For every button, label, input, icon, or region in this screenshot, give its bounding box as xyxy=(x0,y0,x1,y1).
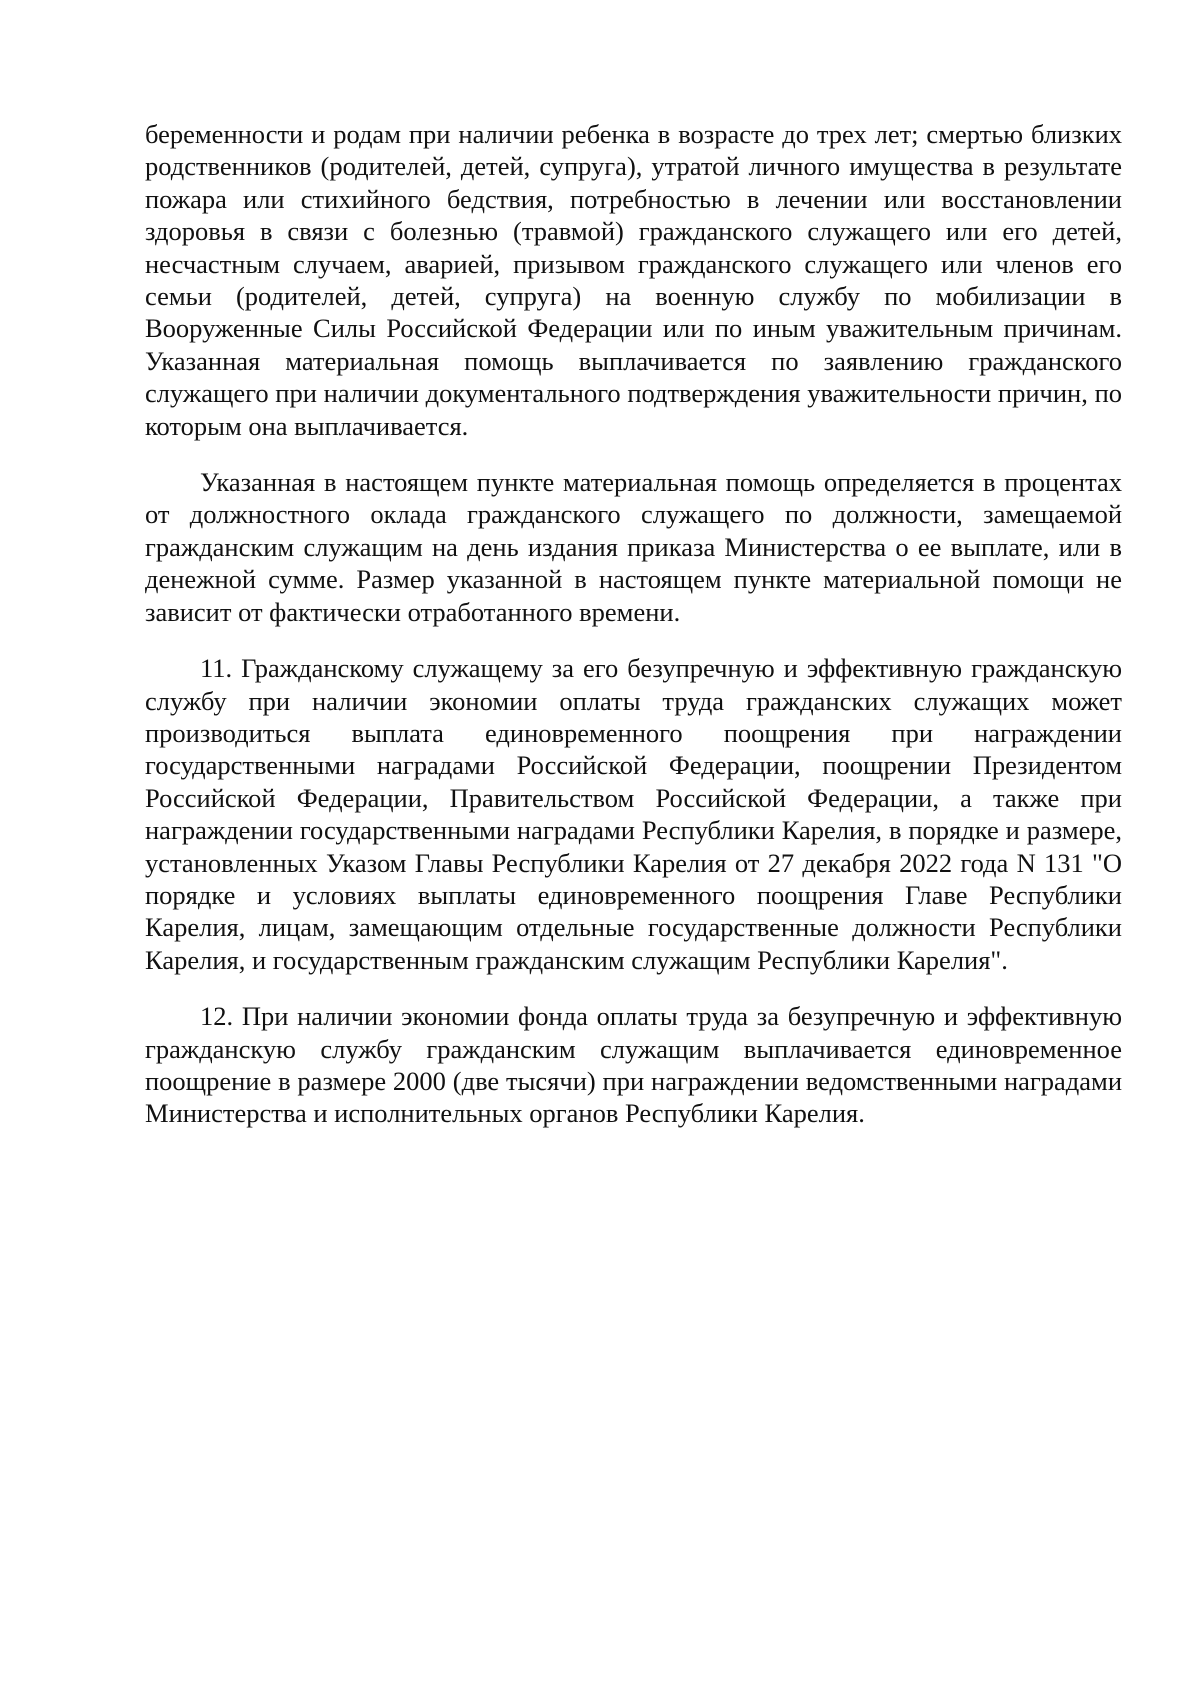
paragraph-item-12: 12. При наличии экономии фонда оплаты труда за безупречную и эффективную гражданскую службу гражданским служащим выплачивается единовременное поощрение в размере 2000 (две тысячи) при награждении ведомственными наградами Министерства и исполнительных органов Республики Карелия. xyxy=(145,1001,1122,1129)
paragraph-continuation: беременности и родам при наличии ребенка в возрасте до трех лет; смертью близких родственников (родителей, детей, супруга), утратой личного имущества в результате пожара или стихийного бедствия, потребностью в лечении или восстановлении здоровья в связи с болезнью (травмой) гражданского служащего или его детей, несчастным случаем, аварией, призывом гражданского служащего или членов его семьи (родителей, детей, супруга) на военную службу по мобилизации в Вооруженные Силы Российской Федерации или по иным уважительным причинам. Указанная материальная помощь выплачивается по заявлению гражданского служащего при наличии документального подтверждения уважительности причин, по которым она выплачивается. xyxy=(145,119,1122,441)
document-body xyxy=(145,118,1122,1154)
paragraph-amount-rule: Указанная в настоящем пункте материальная помощь определяется в процентах от должностного оклада гражданского служащего по должности, замещаемой гражданским служащим на день издания приказа Министерства о ее выплате, или в денежной сумме. Размер указанной в настоящем пункте материальной помощи не зависит от фактически отработанного времени. xyxy=(145,467,1122,627)
paragraph-item-11: 11. Гражданскому служащему за его безупречную и эффективную гражданскую службу при наличии экономии оплаты труда гражданских служащих может производиться выплата единовременного поощрения при награждении государственными наградами Российской Федерации, поощрении Президентом Российской Федерации, Правительством Российской Федерации, а также при награждении государственными наградами Республики Карелия, в порядке и размере, установленных Указом Главы Республики Карелия от 27 декабря 2022 года N 131 "О порядке и условиях выплаты единовременного поощрения Главе Республики Карелия, лицам, замещающим отдельные государственные должности Республики Карелия, и государственным гражданским служащим Республики Карелия". xyxy=(145,653,1122,975)
